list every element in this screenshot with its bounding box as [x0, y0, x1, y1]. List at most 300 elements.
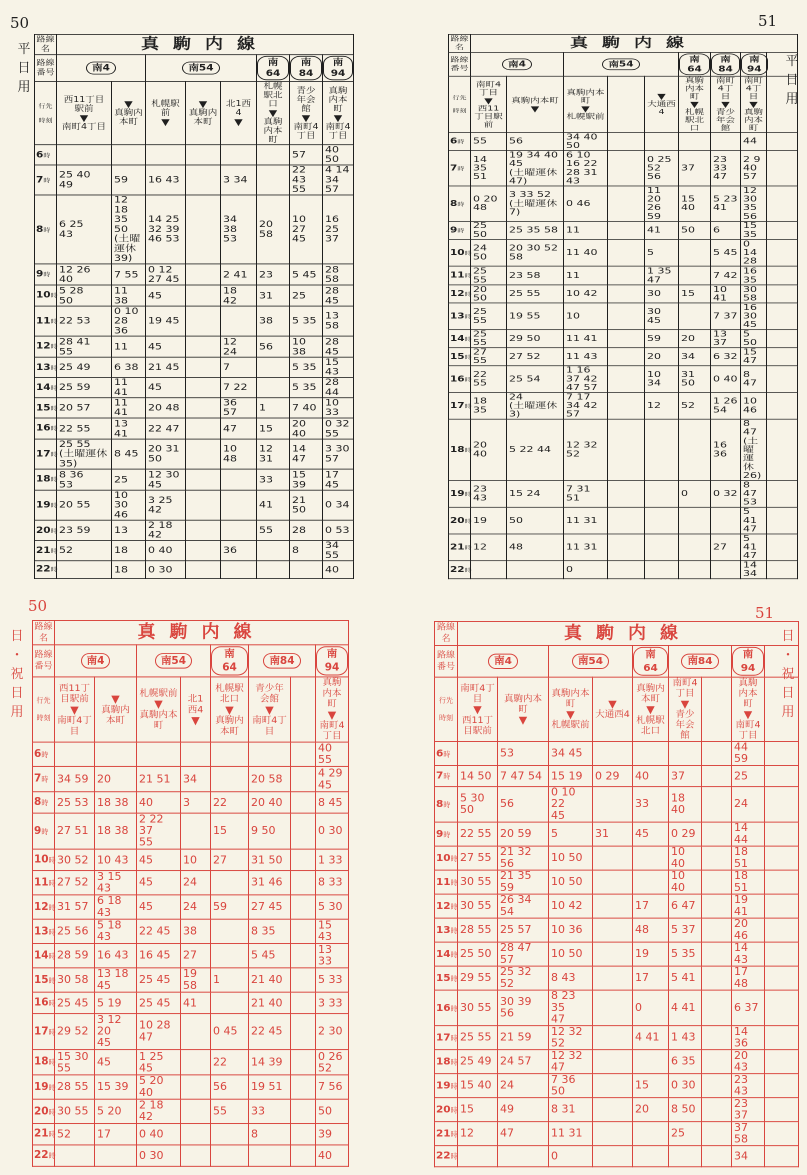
- destination-top: 西11丁目駅前: [63, 95, 105, 114]
- departure-times: 5 30 50: [460, 791, 485, 816]
- departure-times: 5 37: [671, 923, 696, 936]
- route-name-label: 路線名: [36, 35, 55, 54]
- departure-times: 10 41: [713, 284, 727, 303]
- departure-cell: [507, 239, 564, 266]
- departure-cell: [767, 266, 798, 285]
- hour-label: [33, 895, 55, 919]
- departure-times: 18 40: [671, 791, 685, 816]
- departure-times: 0 20 48: [473, 194, 498, 213]
- departure-cell: [732, 870, 765, 894]
- departure-times: 11: [566, 270, 580, 280]
- departure-times: 25 56: [57, 924, 89, 938]
- departure-cell: [564, 303, 608, 330]
- departure-cell: [257, 165, 290, 195]
- hour-suffix: 時: [48, 1058, 56, 1067]
- hour-label: [449, 534, 471, 561]
- departure-times: 13: [114, 524, 128, 536]
- departure-times: 14 36: [734, 1025, 748, 1050]
- departure-cell: [316, 1124, 349, 1145]
- hour-value: 8: [36, 224, 44, 234]
- departure-times: 5 35: [671, 947, 696, 960]
- destination-cell: [323, 81, 354, 144]
- departure-cell: [633, 846, 669, 870]
- departure-cell: [633, 990, 669, 1026]
- departure-cell: [564, 481, 608, 508]
- hour-row: [449, 330, 798, 348]
- departure-times: 7 56: [318, 1080, 343, 1093]
- departure-cell: [732, 846, 765, 870]
- departure-times: 7 55: [114, 268, 139, 280]
- service-day-char: 日: [17, 61, 31, 76]
- departure-cell: [249, 1124, 291, 1145]
- departure-cell: [608, 392, 645, 419]
- departure-times: 1 16 37 42 47 57: [566, 365, 598, 393]
- destination-cell: [57, 81, 112, 144]
- departure-times: 3 12 20 45: [97, 1013, 122, 1050]
- departure-times: 22 43 55: [292, 164, 306, 195]
- departure-times: 30 55: [460, 899, 492, 912]
- hour-suffix: 時: [50, 318, 58, 325]
- hour-value: 16: [36, 423, 51, 434]
- hour-label: [435, 846, 458, 870]
- hour-label: [449, 366, 471, 393]
- departure-times: 27: [713, 542, 727, 552]
- hour-row: [35, 398, 354, 418]
- departure-times: 0 14 28: [743, 239, 757, 266]
- departure-cell: [112, 195, 146, 264]
- departure-cell: [290, 264, 323, 285]
- route-badge: 南94: [316, 646, 348, 675]
- destination-cell: [146, 81, 186, 144]
- departure-cell: [249, 871, 291, 895]
- departure-cell: [316, 766, 349, 791]
- hour-value: 12: [450, 289, 465, 298]
- departure-cell: [181, 992, 211, 1013]
- departure-cell: [146, 336, 186, 357]
- departure-cell: [741, 285, 767, 303]
- departure-times: 2 18 42: [148, 519, 173, 541]
- hour-label: [449, 266, 471, 285]
- departure-cell: [291, 895, 316, 919]
- hour-suffix: 時: [450, 878, 458, 887]
- departure-times: 21 45: [148, 361, 180, 373]
- departure-times: 21 35 59: [500, 869, 532, 894]
- hour-value: 13: [436, 923, 451, 936]
- departure-times: 12 30 45: [148, 469, 180, 490]
- departure-cell: [711, 330, 741, 348]
- route-number-cell: [146, 55, 257, 82]
- hour-suffix: 時: [48, 903, 56, 912]
- departure-cell: [549, 846, 593, 870]
- departure-times: 25 55 (土曜運休35): [59, 438, 108, 469]
- departure-cell: [458, 894, 498, 918]
- departure-cell: [221, 540, 257, 560]
- departure-times: 20 58: [259, 218, 273, 240]
- departure-times: 10 48: [223, 443, 237, 464]
- hour-suffix: 時: [48, 1152, 56, 1161]
- departure-cell: [137, 1014, 181, 1050]
- departure-times: 10 40: [671, 869, 685, 894]
- hour-label: [33, 1124, 55, 1145]
- route-number-cell: [55, 645, 137, 677]
- hour-suffix: 時: [48, 856, 56, 865]
- route-number-label: 路線番号: [35, 55, 57, 82]
- destination-cell: [767, 76, 798, 132]
- departure-cell: [507, 151, 564, 186]
- departure-cell: [498, 918, 549, 942]
- departure-times: 37 58: [734, 1121, 748, 1146]
- departure-cell: [767, 481, 798, 508]
- departure-cell: [291, 944, 316, 968]
- time-label: 時刻: [36, 714, 51, 723]
- service-day-char: 日: [785, 73, 799, 88]
- departure-cell: [633, 1122, 669, 1146]
- hour-label: [33, 1014, 55, 1050]
- departure-cell: [645, 392, 679, 419]
- departure-times: 10 34: [647, 369, 661, 388]
- departure-cell: [290, 398, 323, 418]
- hour-suffix: 時: [43, 177, 51, 184]
- hour-suffix: 時: [50, 566, 58, 574]
- departure-times: 45: [97, 1055, 111, 1069]
- destination-bottom: 札幌駅北口: [636, 714, 665, 736]
- departure-cell: [290, 165, 323, 195]
- departure-cell: [221, 561, 257, 579]
- destination-top: 南町4丁目: [475, 80, 502, 97]
- departure-times: 19 34 40 45 (土曜運休47): [509, 150, 558, 186]
- departure-times: 8 47 53: [743, 480, 757, 507]
- departure-cell: [767, 221, 798, 239]
- departure-times: 34 45: [551, 746, 583, 760]
- hour-value: 20: [36, 525, 51, 535]
- departure-cell: [316, 895, 349, 919]
- departure-times: 2 41: [223, 268, 248, 280]
- departure-cell: [221, 469, 257, 490]
- departure-times: 20: [647, 351, 661, 362]
- departure-cell: [564, 561, 608, 579]
- departure-cell: [458, 990, 498, 1026]
- destination-cell: [137, 677, 181, 742]
- hour-label: [33, 792, 55, 813]
- departure-cell: [767, 239, 798, 266]
- departure-times: 5 35: [292, 381, 317, 393]
- departure-cell: [257, 469, 290, 490]
- departure-times: 10 27 45: [292, 214, 306, 245]
- hour-suffix: 時: [41, 775, 49, 784]
- departure-cell: [549, 966, 593, 990]
- departure-cell: [211, 1145, 249, 1166]
- departure-cell: [257, 540, 290, 560]
- departure-cell: [645, 133, 679, 151]
- departure-times: 45: [148, 340, 162, 352]
- departure-cell: [55, 895, 95, 919]
- arrow-down-icon: ▼: [79, 112, 89, 123]
- departure-cell: [146, 561, 186, 579]
- service-day-char: 日: [781, 686, 795, 701]
- hour-row: [435, 918, 799, 942]
- departure-times: 0 30: [148, 563, 173, 575]
- departure-times: 5 35: [292, 361, 317, 373]
- hour-value: 22: [36, 564, 51, 575]
- arrow-down-icon: ▼: [530, 103, 540, 114]
- departure-times: 7 40: [292, 402, 317, 413]
- departure-cell: [549, 1146, 593, 1167]
- departure-cell: [549, 1074, 593, 1098]
- departure-cell: [290, 306, 323, 336]
- departure-times: 19 41: [734, 893, 748, 918]
- departure-cell: [55, 766, 95, 791]
- dest-time-label: [35, 81, 57, 144]
- departure-times: 12 31: [259, 443, 273, 464]
- departure-cell: [702, 765, 732, 786]
- departure-cell: [291, 968, 316, 992]
- hour-row: [33, 849, 349, 870]
- departure-cell: [323, 165, 354, 195]
- departure-cell: [181, 1050, 211, 1075]
- departure-times: 23 37: [734, 1097, 748, 1122]
- departure-cell: [645, 366, 679, 393]
- departure-cell: [57, 336, 112, 357]
- departure-cell: [593, 966, 633, 990]
- departure-times: 56: [509, 136, 523, 146]
- departure-cell: [137, 1099, 181, 1123]
- hour-label: [35, 520, 57, 540]
- hour-row: [435, 870, 799, 894]
- departure-cell: [112, 540, 146, 560]
- departure-times: 40: [139, 795, 153, 809]
- hour-label: [449, 348, 471, 366]
- departure-times: 18 35: [473, 396, 487, 415]
- departure-times: 45: [139, 875, 153, 889]
- departure-times: 14 43: [734, 941, 748, 966]
- departure-times: 21 40: [251, 973, 283, 986]
- departure-cell: [507, 366, 564, 393]
- departure-cell: [732, 741, 765, 765]
- departure-cell: [186, 520, 221, 540]
- hour-value: 11: [450, 270, 465, 280]
- departure-times: 0 34: [325, 499, 350, 511]
- departure-cell: [146, 357, 186, 377]
- departure-cell: [471, 561, 507, 579]
- departure-cell: [57, 145, 112, 165]
- departure-times: 29 52: [57, 1024, 89, 1038]
- departure-times: 22: [213, 795, 227, 809]
- departure-cell: [549, 822, 593, 846]
- departure-times: 19 45: [148, 315, 180, 326]
- departure-times: 19 58: [183, 967, 197, 992]
- departure-cell: [549, 765, 593, 786]
- departure-cell: [702, 1098, 732, 1122]
- hour-label: [449, 392, 471, 419]
- route-number-cell: [290, 55, 323, 82]
- departure-cell: [564, 239, 608, 266]
- destination-cell: [507, 76, 564, 132]
- hour-row: [449, 303, 798, 330]
- arrow-down-icon: ▼: [333, 112, 343, 123]
- departure-times: 27: [183, 948, 197, 962]
- line-title: 真駒内線: [55, 620, 349, 644]
- departure-cell: [291, 766, 316, 791]
- hour-suffix: 時: [443, 750, 451, 758]
- hour-row: [449, 285, 798, 303]
- hour-suffix: 時: [50, 451, 58, 458]
- departure-times: 28 58: [325, 263, 339, 285]
- departure-cell: [679, 419, 711, 480]
- departure-cell: [702, 966, 732, 990]
- destination-bottom: 大通西4: [647, 100, 676, 117]
- departure-cell: [112, 336, 146, 357]
- departure-times: 20: [635, 1102, 649, 1116]
- departure-cell: [249, 792, 291, 813]
- departure-times: 23 59: [59, 524, 91, 536]
- departure-cell: [186, 540, 221, 560]
- departure-cell: [633, 918, 669, 942]
- departure-times: 3 30 57: [325, 443, 350, 464]
- departure-cell: [186, 306, 221, 336]
- departure-cell: [767, 330, 798, 348]
- hour-value: 6: [36, 149, 44, 160]
- destination-bottom: 南町4丁目: [252, 714, 287, 737]
- timetable: [448, 34, 798, 579]
- destination-cell: [711, 76, 741, 132]
- departure-cell: [633, 1074, 669, 1098]
- departure-cell: [137, 792, 181, 813]
- departure-cell: [767, 507, 798, 534]
- departure-cell: [249, 766, 291, 791]
- departure-times: 25 45: [57, 996, 89, 1009]
- destination-cell: [257, 81, 290, 144]
- departure-cell: [316, 992, 349, 1013]
- departure-times: 8 33: [318, 875, 343, 889]
- departure-times: 0 12 27 45: [148, 263, 180, 285]
- destination-cell: [679, 76, 711, 132]
- departure-cell: [645, 481, 679, 508]
- hour-row: [33, 766, 349, 791]
- departure-cell: [549, 787, 593, 823]
- departure-times: 0 40: [139, 1127, 164, 1141]
- hour-value: 16: [450, 374, 465, 384]
- departure-cell: [711, 239, 741, 266]
- arrow-down-icon: ▼: [191, 713, 200, 727]
- departure-cell: [633, 765, 669, 786]
- departure-cell: [146, 520, 186, 540]
- departure-cell: [95, 944, 137, 968]
- departure-cell: [291, 1014, 316, 1050]
- departure-cell: [257, 285, 290, 306]
- departure-times: 13 58: [325, 310, 339, 331]
- departure-cell: [711, 221, 741, 239]
- departure-times: 18 42: [223, 285, 237, 306]
- destination-cell: [549, 677, 593, 741]
- departure-times: 45: [139, 853, 153, 866]
- departure-cell: [211, 992, 249, 1013]
- departure-times: 24: [183, 875, 197, 889]
- arrow-down-icon: ▼: [581, 103, 590, 114]
- departure-times: 14 35 51: [473, 154, 487, 182]
- departure-cell: [549, 942, 593, 966]
- departure-times: 19: [635, 947, 649, 960]
- departure-cell: [471, 303, 507, 330]
- departure-cell: [323, 285, 354, 306]
- departure-cell: [290, 377, 323, 397]
- departure-times: 20 55: [59, 499, 91, 511]
- departure-cell: [732, 1026, 765, 1050]
- hour-label: [35, 439, 57, 469]
- departure-times: 24: [183, 900, 197, 913]
- timetable-page-bottom-left: [0, 587, 403, 1175]
- departure-times: 2 30: [318, 1024, 343, 1038]
- departure-times: 55: [473, 136, 487, 146]
- departure-times: 18: [114, 544, 128, 556]
- departure-times: 15 40: [681, 194, 695, 213]
- departure-times: 0 10 22 45: [551, 786, 576, 822]
- hour-suffix: 時: [41, 827, 49, 836]
- arrow-down-icon: ▼: [484, 95, 493, 106]
- hour-row: [449, 348, 798, 366]
- departure-times: 30 55: [460, 1001, 492, 1014]
- hour-label: [449, 133, 471, 151]
- departure-cell: [291, 871, 316, 895]
- departure-times: 5 22 44: [509, 444, 551, 455]
- departure-cell: [702, 741, 732, 765]
- destination-bottom: 西11丁目駅前: [461, 714, 494, 736]
- departure-times: 23 33 47: [713, 154, 727, 182]
- departure-cell: [57, 357, 112, 377]
- destination-top: 真駒内本町: [566, 88, 605, 105]
- departure-cell: [608, 239, 645, 266]
- departure-cell: [291, 742, 316, 766]
- departure-times: 10 50: [551, 875, 583, 888]
- departure-times: 1 35 47: [647, 266, 672, 285]
- destination-top: 青少年会館: [296, 86, 316, 114]
- departure-times: 11 41: [566, 333, 598, 344]
- title-row: [435, 621, 799, 645]
- departure-cell: [211, 1014, 249, 1050]
- departure-times: 34: [183, 772, 197, 785]
- service-day-char: 日: [10, 629, 24, 644]
- departure-times: 11 31: [551, 1126, 583, 1140]
- departure-cell: [137, 871, 181, 895]
- arrow-down-icon: ▼: [268, 107, 278, 119]
- hour-value: 14: [436, 947, 451, 960]
- departure-times: 17: [635, 899, 649, 912]
- route-badge: 南54: [602, 59, 639, 71]
- departure-cell: [593, 1098, 633, 1122]
- departure-cell: [291, 1099, 316, 1123]
- departure-cell: [95, 919, 137, 943]
- departure-cell: [211, 1124, 249, 1145]
- departure-cell: [669, 1098, 702, 1122]
- hour-label: [435, 1050, 458, 1074]
- destination-cell: [458, 677, 498, 741]
- departure-cell: [55, 968, 95, 992]
- departure-times: 25: [114, 473, 128, 485]
- hour-row: [449, 507, 798, 534]
- departure-cell: [291, 1075, 316, 1099]
- departure-times: 0 26 52: [318, 1049, 343, 1074]
- departure-cell: [741, 419, 767, 480]
- departure-cell: [608, 151, 645, 186]
- departure-cell: [732, 1074, 765, 1098]
- hour-label: [33, 1075, 55, 1099]
- departure-times: 20 40: [292, 418, 306, 439]
- destination-cell: [290, 81, 323, 144]
- destination-top: 札幌駅前: [151, 99, 180, 118]
- hour-value: 12: [436, 899, 451, 912]
- departure-cell: [633, 1146, 669, 1167]
- departure-times: 14 44: [734, 821, 748, 846]
- departure-times: 23 43: [734, 1073, 748, 1098]
